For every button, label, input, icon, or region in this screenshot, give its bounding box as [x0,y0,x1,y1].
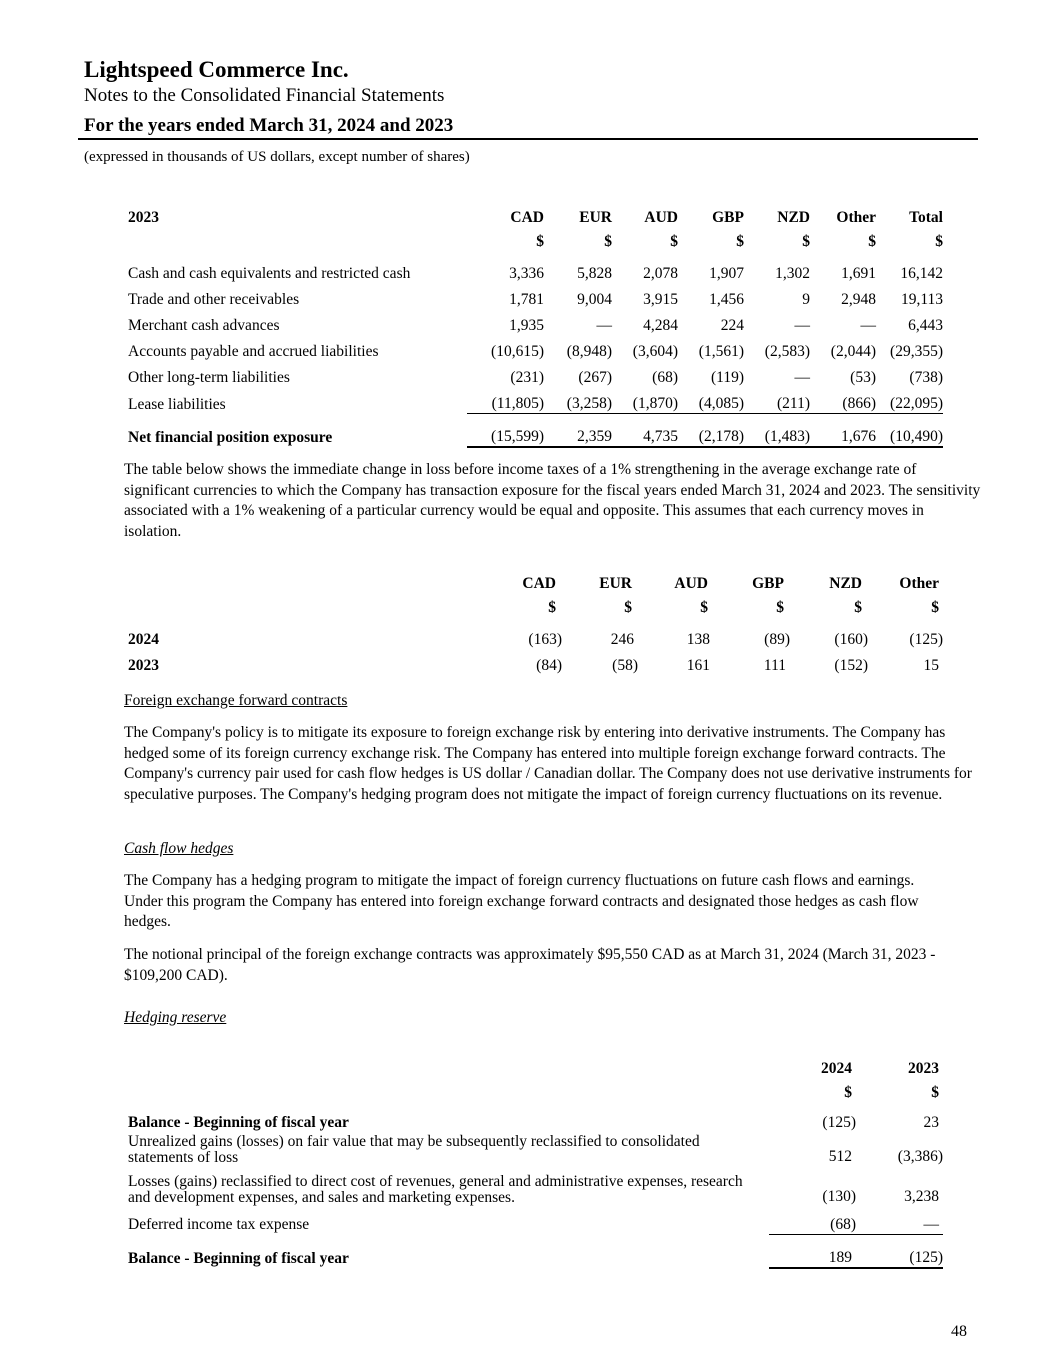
column-header: NZD [777,209,810,226]
page-number: 48 [951,1323,967,1340]
column-header: EUR [579,209,612,226]
table-row [128,1102,943,1132]
total-value: (1,483) [744,414,810,448]
cell-value: 161 [686,657,710,674]
column-header: CAD [510,209,544,226]
cell-value: (211) [744,387,810,414]
reporting-period: For the years ended March 31, 2024 and 2023 [84,115,454,136]
total-value: (125) [856,1234,943,1268]
cell-value: (53) [850,369,876,386]
cell-value: 3,336 [509,265,544,282]
row-label: Accounts payable and accrued liabilities [128,343,379,360]
cell-value: (125) [909,631,943,648]
row-label: Unrealized gains (losses) on fair value that may be subsequently reclassified to consolidated statements of loss [128,1133,700,1166]
table-row [128,649,943,675]
table-header-row [128,567,943,593]
row-label: Merchant cash advances [128,317,280,334]
column-header: NZD [829,575,862,592]
table-row [128,361,943,387]
unit-symbol: $ [854,599,862,616]
total-row [128,1234,943,1268]
sensitivity-table [128,567,943,675]
cell-value: 138 [686,631,710,648]
cell-value: — [856,1206,943,1234]
cell-value: 9 [802,291,810,308]
cell-value: 2,078 [643,265,678,282]
cell-value: 16,142 [900,265,943,282]
unit-symbol: $ [931,599,939,616]
sensitivity-paragraph: The table below shows the immediate change in loss before income taxes of a 1% strengthening in the average exchange rate of significant currencies to which the Company has transaction exposure for the fiscal years ended March 31, 2024 and 2023. The sensitivity associated with a 1% weakening of a particular currency would be equal and opposite. This assumes that each currency moves in isolation. [124,461,981,540]
unit-symbol: $ [802,233,810,250]
notional-principal-paragraph: The notional principal of the foreign exchange contracts was approximately $95,550 CAD as at March 31, 2024 (March 31, 2023 - $109,200 CAD). [124,946,936,984]
cell-value: (130) [822,1188,856,1205]
row-label: Deferred income tax expense [128,1216,310,1233]
cell-value: 9,004 [577,291,612,308]
cell-value: — [794,317,810,334]
cell-value: 6,443 [908,317,943,334]
unit-row [128,227,943,251]
cell-value: (160) [834,631,868,648]
column-header: GBP [752,575,784,592]
cell-value: (68) [769,1206,856,1234]
total-value: (10,490) [876,414,943,448]
cell-value: (29,355) [890,343,943,360]
unit-symbol: $ [935,233,943,250]
total-value: 2,359 [544,414,612,448]
unit-symbol: $ [624,599,632,616]
unit-symbol: $ [604,233,612,250]
unit-symbol: $ [736,233,744,250]
table-row [128,335,943,361]
row-label: 2024 [128,631,159,648]
unit-symbol: $ [536,233,544,250]
cell-value: (125) [822,1114,856,1131]
table-row [128,1166,943,1206]
total-row [128,414,943,448]
row-label: Losses (gains) reclassified to direct cost of revenues, general and administrative expenses, research and development expenses, and sales and marketing expenses. [128,1173,743,1206]
cell-value: (3,258) [544,387,612,414]
total-label: Net financial position exposure [128,429,333,446]
cell-value: 3,238 [904,1188,939,1205]
row-label: Balance - Beginning of fiscal year [128,1114,349,1131]
column-header: EUR [599,575,632,592]
table-row [128,387,943,414]
cell-value: 111 [763,657,786,674]
unit-symbol: $ [844,1084,852,1101]
cell-value: (866) [810,387,876,414]
unit-symbol: $ [776,599,784,616]
cell-value: 15 [923,657,939,674]
cell-value: 1,781 [509,291,544,308]
cell-value: 512 [828,1148,852,1165]
column-header: GBP [712,209,744,226]
cell-value: (10,615) [491,343,544,360]
total-label: Balance - Beginning of fiscal year [128,1249,349,1267]
cell-value: (3,604) [632,343,678,360]
table-header-row [128,201,943,227]
total-value: 4,735 [612,414,678,448]
column-header: 2023 [908,1060,939,1077]
table-row [128,251,943,283]
total-value: 189 [769,1234,856,1268]
cell-value: 1,302 [775,265,810,282]
unit-symbol: $ [548,599,556,616]
cell-value: — [794,369,810,386]
cell-value: (267) [578,369,612,386]
row-label: 2023 [128,657,159,674]
column-header: CAD [522,575,556,592]
cell-value: (119) [711,369,744,386]
cell-value: (163) [528,631,562,648]
header-divider [78,138,978,140]
cell-value: 23 [923,1114,939,1131]
hedging-reserve-heading: Hedging reserve [124,1009,227,1026]
cell-value: 5,828 [577,265,612,282]
table-row [128,617,943,649]
company-name: Lightspeed Commerce Inc. [84,57,349,82]
cell-value: (4,085) [678,387,744,414]
cell-value: (1,870) [612,387,678,414]
cell-value: 246 [610,631,634,648]
cell-value: (2,583) [764,343,810,360]
cell-value: (2,044) [830,343,876,360]
column-header: AUD [674,575,708,592]
unit-symbol: $ [868,233,876,250]
column-header: Other [836,209,876,226]
unit-row [128,593,943,617]
cell-value: (738) [909,369,943,386]
table-row [128,1206,943,1234]
cell-value: — [596,317,612,334]
row-label: Trade and other receivables [128,291,300,308]
unit-symbol: $ [670,233,678,250]
cell-value: 224 [720,317,744,334]
cell-value: — [860,317,876,334]
cell-value: 4,284 [643,317,678,334]
row-label: Other long-term liabilities [128,369,290,386]
cell-value: (58) [612,657,638,674]
unit-symbol: $ [931,1084,939,1101]
total-value: (15,599) [467,414,544,448]
table-year-label: 2023 [128,209,159,226]
cell-value: (89) [764,631,790,648]
total-value: 1,676 [810,414,876,448]
forward-contracts-paragraph: The Company's policy is to mitigate its exposure to foreign exchange risk by entering into derivative instruments. The Company has hedged some of its foreign currency exchange risk. The Company has entered into multiple foreign exchange forward contracts. The Company's currency pair used for cash flow hedges is US dollar / Canadian dollar. The Company does not use derivative instruments for speculative purposes. The Company's hedging program does not mitigate the impact of foreign currency fluctuations on its revenue. [124,724,972,803]
cell-value: (1,561) [698,343,744,360]
column-header: Other [899,575,939,592]
cell-value: (231) [510,369,544,386]
row-label: Lease liabilities [128,395,226,413]
cell-value: (11,805) [467,387,544,414]
currency-exposure-table [128,201,943,448]
document-subtitle: Notes to the Consolidated Financial Statements [84,85,445,106]
cell-value: (3,386) [897,1148,943,1165]
table-header-row [128,1052,943,1078]
unit-symbol: $ [700,599,708,616]
table-row [128,283,943,309]
cell-value: (84) [536,657,562,674]
column-header: AUD [644,209,678,226]
column-header: 2024 [821,1060,852,1077]
cell-value: 1,456 [709,291,744,308]
table-row [128,309,943,335]
cell-value: 2,948 [841,291,876,308]
cell-value: 1,691 [841,265,876,282]
total-value: (2,178) [678,414,744,448]
forward-contracts-heading: Foreign exchange forward contracts [124,692,348,709]
column-header: Total [909,209,943,226]
cash-flow-hedges-heading: Cash flow hedges [124,840,234,857]
cell-value: (68) [652,369,678,386]
cell-value: (152) [834,657,868,674]
hedging-reserve-table [128,1052,943,1269]
cell-value: (8,948) [566,343,612,360]
cash-flow-hedges-paragraph: The Company has a hedging program to mitigate the impact of foreign currency fluctuations on future cash flows and earnings. Under this program the Company has entered into foreign exchange forward contracts and designated those hedges as cash flow hedges. [124,872,919,930]
cell-value: 1,935 [509,317,544,334]
unit-row [128,1078,943,1102]
cell-value: 3,915 [643,291,678,308]
cell-value: (22,095) [876,387,943,414]
cell-value: 19,113 [900,291,943,308]
table-row [128,1132,943,1166]
row-label: Cash and cash equivalents and restricted cash [128,265,411,282]
units-note: (expressed in thousands of US dollars, except number of shares) [84,149,470,165]
cell-value: 1,907 [709,265,744,282]
